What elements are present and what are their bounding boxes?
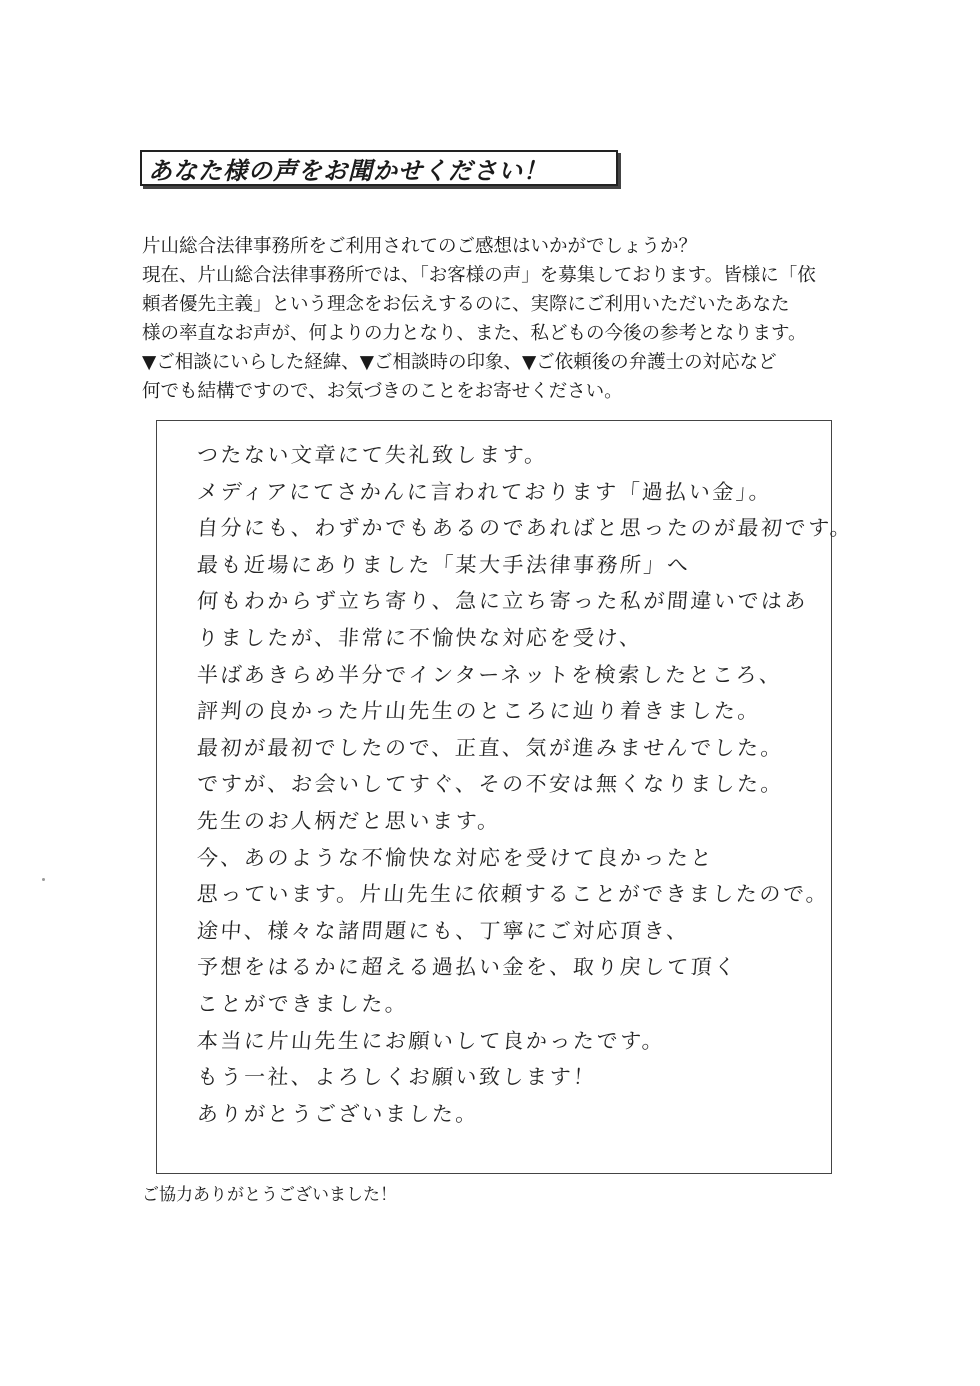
- letter-line: 思っています。片山先生に依頼することができましたので。: [196, 882, 831, 907]
- letter-line: 予想をはるかに超える過払い金を、取り戻して頂く: [196, 955, 739, 980]
- letter-line: 今、あのような不愉快な対応を受けて良かったと: [196, 845, 715, 870]
- letter-line: もう一社、よろしくお願い致します！: [196, 1065, 598, 1090]
- letter-line: 本当に片山先生にお願いして良かったです。: [196, 1028, 667, 1053]
- intro-line: 頼者優先主義」という理念をお伝えするのに、実際にご利用いただいたあなた: [142, 294, 790, 315]
- letter-line: メディアにてさかんに言われております「過払い金」。: [196, 479, 774, 504]
- letter-line: りましたが、非常に不愉快な対応を受け、: [196, 625, 644, 650]
- handwritten-letter: [196, 437, 855, 1132]
- letter-line: 評判の良かった片山先生のところに辿り着きました。: [196, 699, 762, 724]
- letter-line: ですが、お会いしてすぐ、その不安は無くなりました。: [196, 772, 785, 797]
- intro-line: 片山総合法律事務所をご利用されてのご感想はいかがでしょうか？: [142, 236, 698, 257]
- letter-line: 自分にも、わずかでもあるのであればと思ったのが最初です。: [196, 516, 855, 541]
- letter-line: 途中、様々な諸問題にも、丁寧にご対応頂き、: [196, 918, 691, 943]
- letter-line: 最初が最初でしたので、正直、気が進みませんでした。: [196, 735, 785, 760]
- intro-line: 現在、片山総合法律事務所では、「お客様の声」を募集しております。皆様に「依: [142, 265, 816, 286]
- intro-line: 様の率直なお声が、何よりの力となり、また、私どもの今後の参考となります。: [142, 323, 807, 344]
- intro-paragraph: [142, 232, 862, 406]
- letter-line: 半ばあきらめ半分でインターネットを検索したところ、: [196, 662, 784, 687]
- scan-speck: [42, 878, 45, 881]
- intro-line: ▼ご相談にいらした経緯、▼ご相談時の印象、▼ご依頼後の弁護士の対応など: [142, 352, 777, 373]
- letter-line: 何もわからず立ち寄り、急に立ち寄った私が間違いではあ: [196, 589, 809, 614]
- letter-line: ことができました。: [196, 991, 410, 1016]
- intro-line: 何でも結構ですので、お気づきのことをお寄せください。: [142, 381, 623, 402]
- letter-line: 先生のお人柄だと思います。: [196, 808, 502, 833]
- page-title: あなた様の声をお聞かせください！: [148, 156, 548, 185]
- thank-you-note: ご協力ありがとうございました！: [142, 1185, 397, 1205]
- letter-line: ありがとうございました。: [196, 1101, 480, 1126]
- letter-line: 最も近場にありました「某大手法律事務所」へ: [196, 552, 692, 577]
- handwritten-letter-box: [156, 420, 855, 1174]
- title-box: [140, 150, 618, 186]
- letter-line: つたない文章にて失礼致します。: [196, 443, 549, 467]
